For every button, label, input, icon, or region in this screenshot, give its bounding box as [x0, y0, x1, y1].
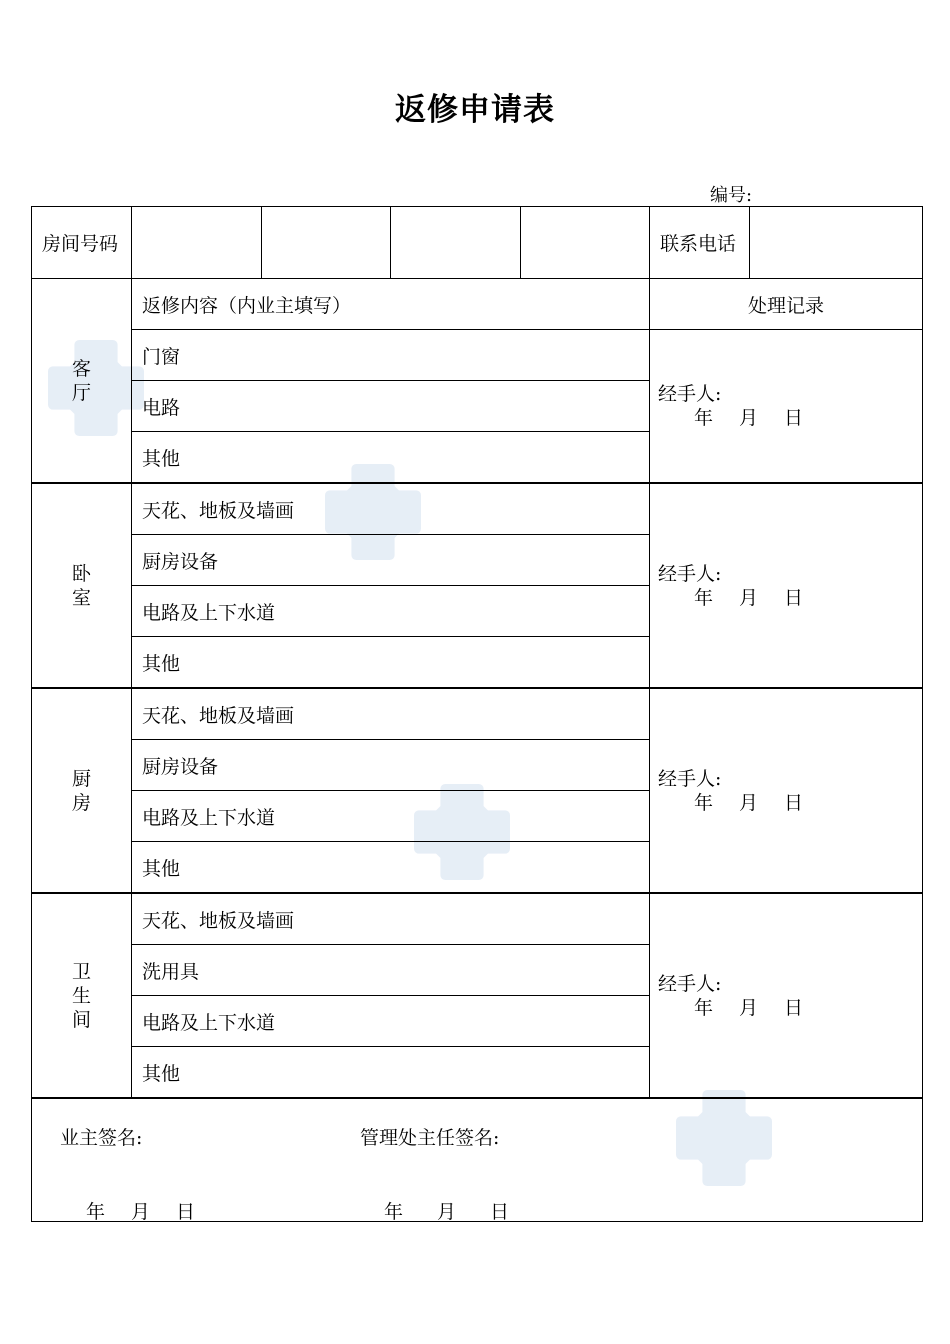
month-label: 月	[437, 1201, 457, 1223]
handler-label: 经手人:	[658, 972, 722, 995]
handler-record-cell[interactable]	[650, 893, 923, 1098]
area-label-text	[32, 357, 131, 405]
area-char: 生	[71, 984, 91, 1007]
handler-record-cell[interactable]	[650, 483, 923, 688]
repair-item-row[interactable]: 电路	[132, 381, 650, 432]
repair-item-row[interactable]: 其他	[132, 637, 650, 689]
manager-sign-date	[384, 1197, 543, 1224]
day-label: 日	[176, 1201, 196, 1223]
area-label-bedroom	[32, 483, 132, 688]
area-char: 间	[71, 1008, 91, 1031]
area-char: 卫	[71, 960, 91, 983]
area-label-text	[32, 960, 131, 1032]
owner-sign-date	[86, 1197, 221, 1224]
record-column-header: 处理记录	[650, 279, 923, 330]
phone-field[interactable]	[750, 207, 923, 279]
day-label: 日	[784, 586, 804, 609]
content-column-header: 返修内容（内业主填写）	[132, 279, 650, 330]
manager-signature-label[interactable]: 管理处主任签名:	[360, 1127, 500, 1149]
year-label: 年	[86, 1201, 106, 1223]
area-label-kitchen	[32, 688, 132, 893]
month-label: 月	[739, 791, 759, 814]
month-label: 月	[739, 586, 759, 609]
month-label: 月	[131, 1201, 151, 1223]
area-char: 厅	[71, 381, 91, 404]
area-label-text	[32, 562, 131, 610]
area-char: 客	[71, 357, 91, 380]
month-label: 月	[739, 407, 759, 429]
phone-label: 联系电话	[650, 207, 750, 279]
repair-item-row[interactable]: 天花、地板及墙画	[132, 483, 650, 535]
room-number-box[interactable]	[521, 207, 650, 278]
area-char: 房	[71, 791, 91, 814]
area-label-living-room	[32, 279, 132, 484]
repair-item-row[interactable]: 其他	[132, 1047, 650, 1099]
day-label: 日	[490, 1201, 510, 1223]
form-title: 返修申请表	[395, 92, 555, 128]
repair-request-table	[31, 206, 923, 1222]
handler-date	[658, 791, 922, 815]
repair-item-row[interactable]: 厨房设备	[132, 740, 650, 791]
repair-item-row[interactable]: 天花、地板及墙画	[132, 688, 650, 740]
signature-section	[32, 1098, 923, 1222]
repair-item-row[interactable]: 天花、地板及墙画	[132, 893, 650, 945]
room-number-box[interactable]	[391, 207, 521, 278]
month-label: 月	[739, 996, 759, 1019]
handler-date	[658, 996, 922, 1020]
repair-item-row[interactable]: 其他	[132, 432, 650, 484]
handler-label: 经手人:	[658, 767, 722, 790]
handler-record-cell[interactable]	[650, 330, 923, 484]
handler-date	[658, 406, 922, 430]
handler-date	[658, 586, 922, 610]
year-label: 年	[694, 791, 714, 814]
area-char: 卧	[71, 562, 91, 585]
area-label-bathroom	[32, 893, 132, 1098]
room-number-field[interactable]	[132, 207, 650, 279]
area-label-text	[32, 767, 131, 815]
repair-item-row[interactable]: 电路及上下水道	[132, 586, 650, 637]
repair-item-row[interactable]: 电路及上下水道	[132, 791, 650, 842]
serial-number-label: 编号:	[710, 185, 753, 206]
handler-record-cell[interactable]	[650, 688, 923, 893]
room-number-box[interactable]	[262, 207, 392, 278]
year-label: 年	[694, 407, 714, 429]
room-number-label: 房间号码	[32, 207, 132, 279]
year-label: 年	[384, 1201, 404, 1223]
handler-label: 经手人:	[658, 562, 722, 585]
year-label: 年	[694, 586, 714, 609]
repair-item-row[interactable]: 电路及上下水道	[132, 996, 650, 1047]
repair-item-row[interactable]: 门窗	[132, 330, 650, 381]
area-char: 室	[71, 586, 91, 609]
day-label: 日	[784, 791, 804, 814]
day-label: 日	[784, 407, 804, 429]
day-label: 日	[784, 996, 804, 1019]
room-number-box[interactable]	[132, 207, 262, 278]
year-label: 年	[694, 996, 714, 1019]
repair-item-row[interactable]: 洗用具	[132, 945, 650, 996]
area-char: 厨	[71, 767, 91, 790]
owner-signature-label[interactable]: 业主签名:	[60, 1127, 143, 1149]
repair-item-row[interactable]: 厨房设备	[132, 535, 650, 586]
repair-item-row[interactable]: 其他	[132, 842, 650, 894]
handler-label: 经手人:	[658, 383, 722, 405]
